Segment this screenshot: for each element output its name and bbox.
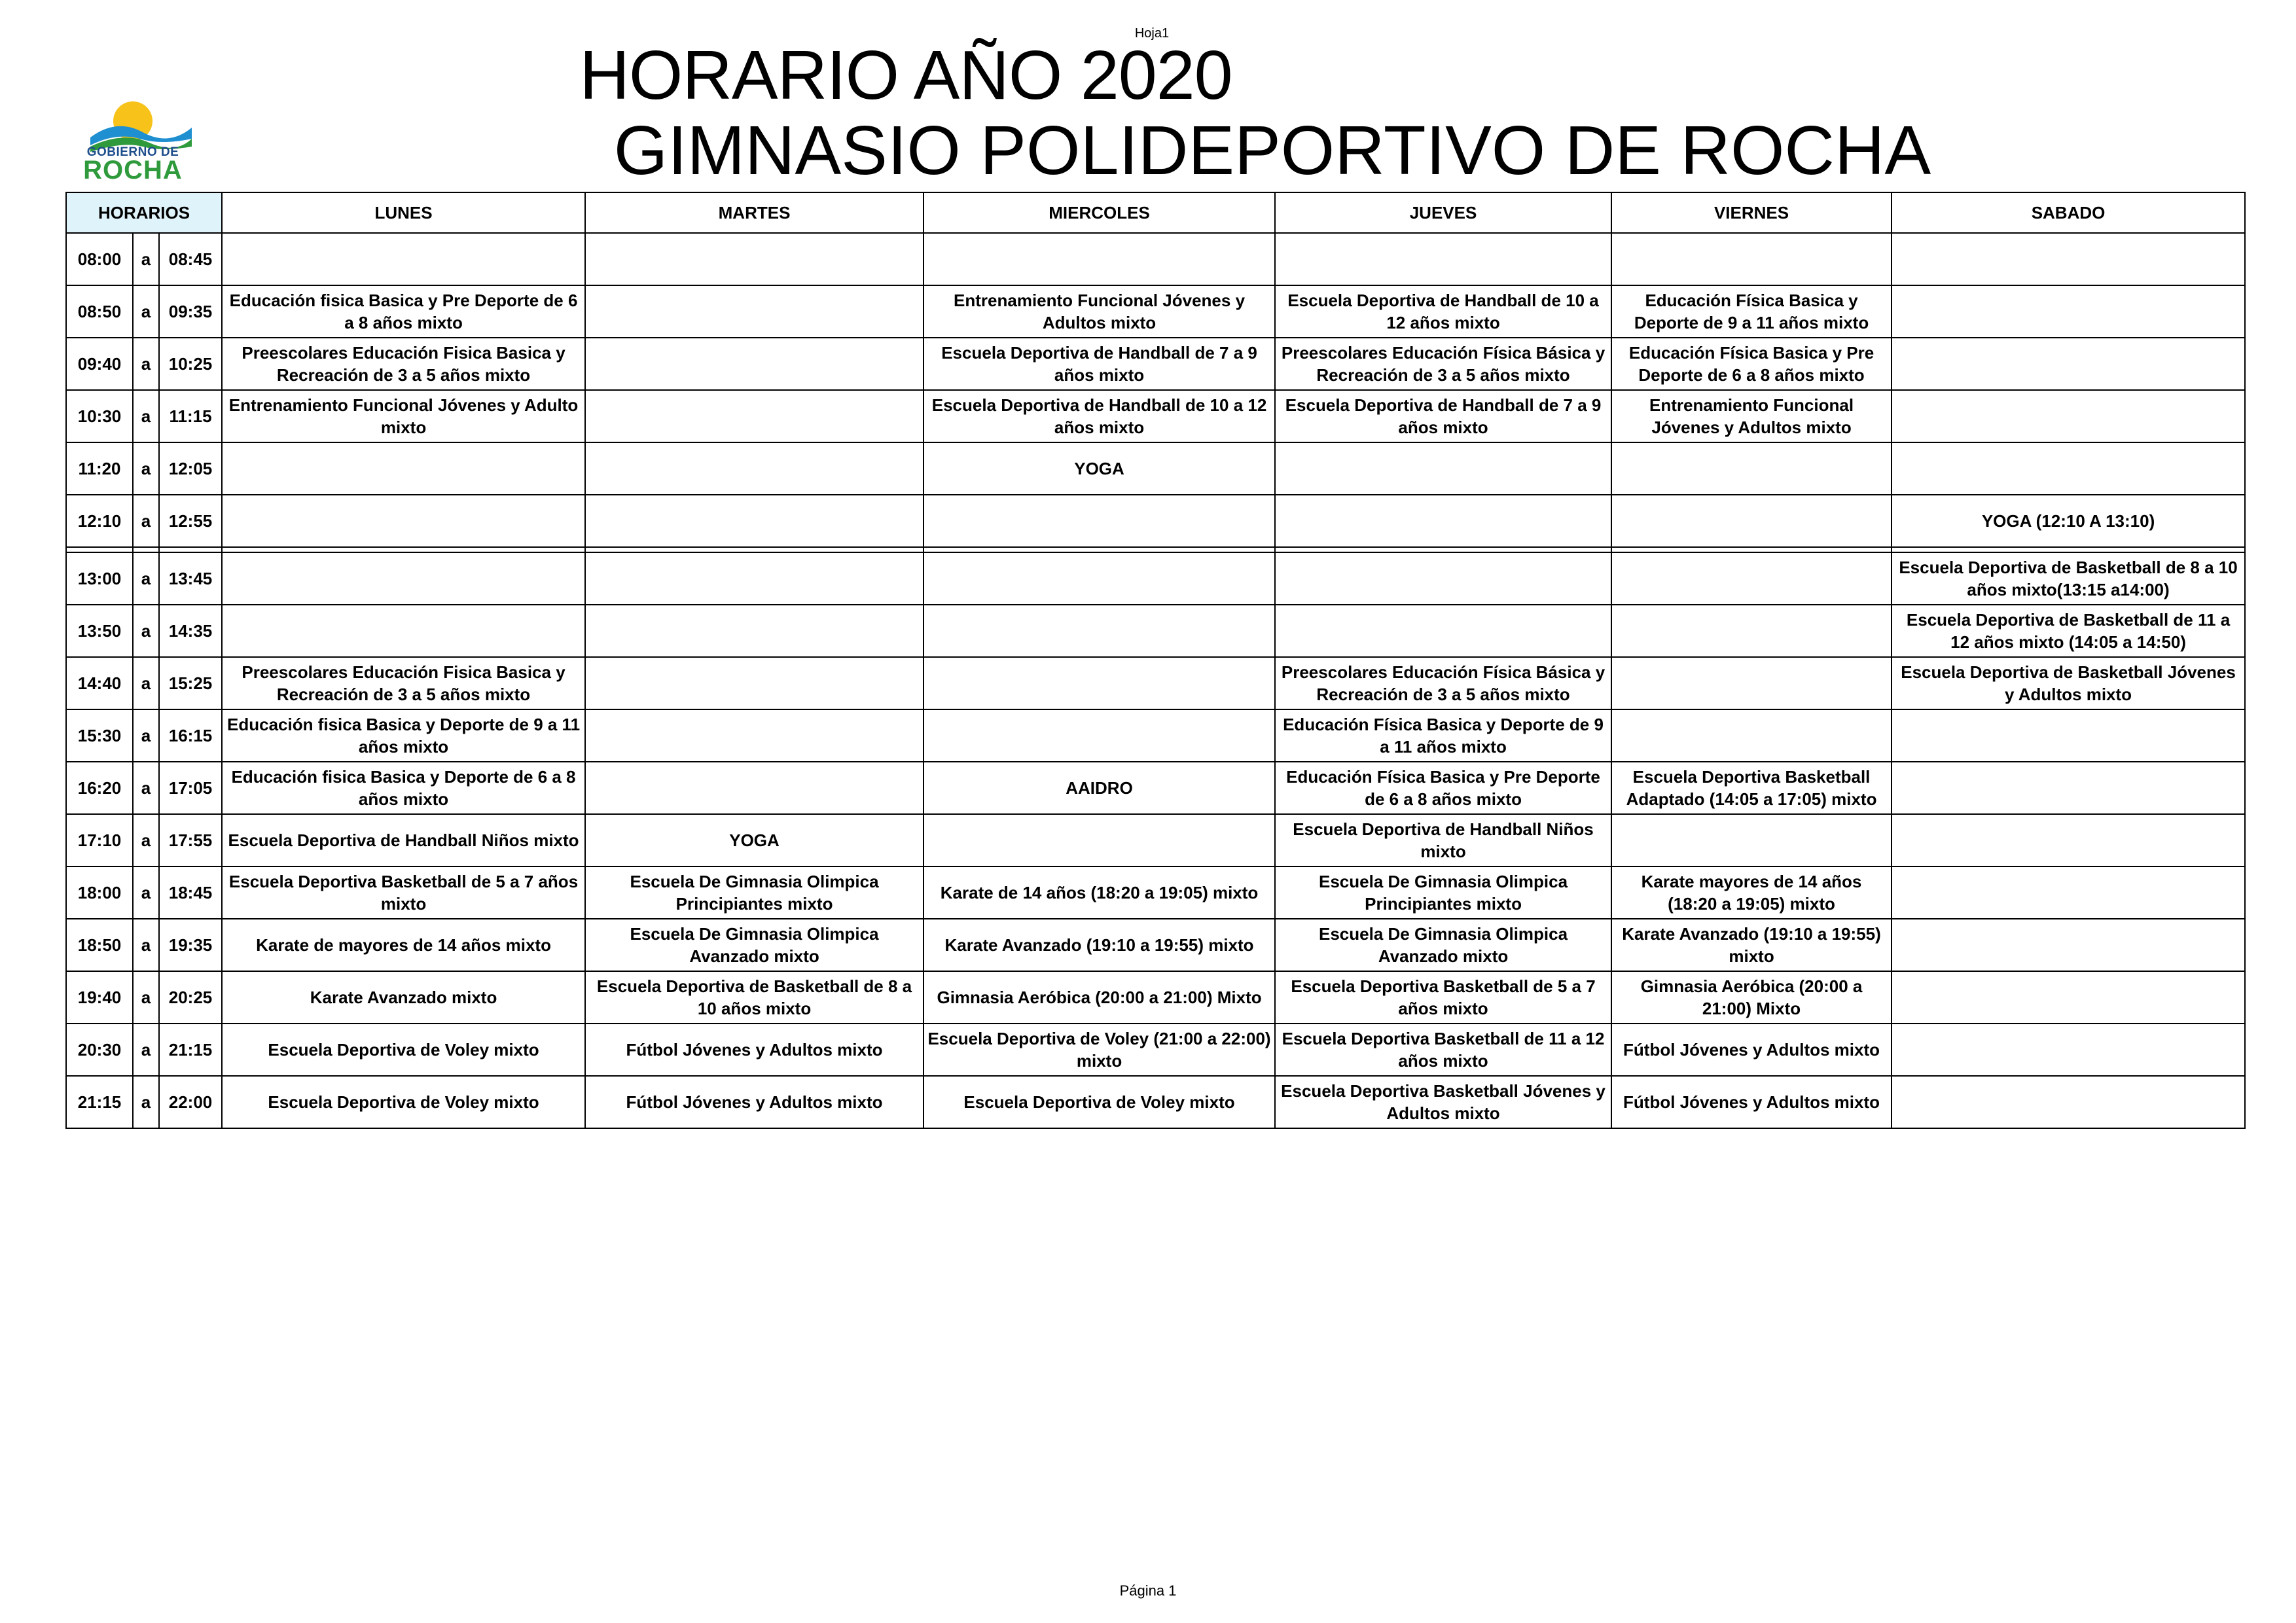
activity-cell-jueves [1275,233,1611,285]
activity-cell-viernes [1611,233,1892,285]
activity-cell-miercoles: AAIDRO [924,762,1275,814]
activity-cell-martes [585,657,924,709]
table-row [66,442,2245,495]
table-header-row [66,192,2245,233]
time-end: 10:25 [159,338,222,390]
time-start: 08:00 [66,233,133,285]
time-separator: a [133,762,159,814]
horarios-header: HORARIOS [66,192,222,233]
activity-cell-sabado [1892,1076,2245,1128]
sheet-name: Hoja1 [1134,26,1170,41]
activity-cell-jueves: Educación Física Basica y Deporte de 9 a 11 años mixto [1275,709,1611,762]
time-end: 12:05 [159,442,222,495]
time-start: 20:30 [66,1024,133,1076]
time-end: 20:25 [159,971,222,1024]
activity-cell-lunes [222,233,585,285]
activity-cell-sabado [1892,1024,2245,1076]
activity-cell-viernes: Karate Avanzado (19:10 a 19:55) mixto [1611,919,1892,971]
activity-cell-martes [585,285,924,338]
spacer-cell [924,547,1275,552]
time-separator: a [133,971,159,1024]
time-start: 14:40 [66,657,133,709]
activity-cell-martes: Escuela Deportiva de Basketball de 8 a 10 años mixto [585,971,924,1024]
activity-cell-lunes: Educación fisica Basica y Deporte de 9 a 11 años mixto [222,709,585,762]
activity-cell-viernes: Entrenamiento Funcional Jóvenes y Adultos mixto [1611,390,1892,442]
activity-cell-jueves: Preescolares Educación Física Básica y Recreación de 3 a 5 años mixto [1275,657,1611,709]
activity-cell-lunes: Karate Avanzado mixto [222,971,585,1024]
time-start: 17:10 [66,814,133,866]
activity-cell-viernes: Karate mayores de 14 años (18:20 a 19:05) mixto [1611,866,1892,919]
activity-cell-sabado [1892,390,2245,442]
time-separator: a [133,233,159,285]
table-row [66,657,2245,709]
activity-cell-martes [585,495,924,547]
activity-cell-miercoles: Karate Avanzado (19:10 a 19:55) mixto [924,919,1275,971]
day-header-martes: MARTES [585,192,924,233]
spacer-cell [1892,547,2245,552]
time-end: 17:05 [159,762,222,814]
activity-cell-jueves: Escuela Deportiva Basketball Jóvenes y Adultos mixto [1275,1076,1611,1128]
activity-cell-jueves: Preescolares Educación Física Básica y Recreación de 3 a 5 años mixto [1275,338,1611,390]
activity-cell-sabado [1892,866,2245,919]
activity-cell-miercoles: Karate de 14 años (18:20 a 19:05) mixto [924,866,1275,919]
activity-cell-viernes [1611,552,1892,605]
activity-cell-miercoles [924,657,1275,709]
activity-cell-jueves: Escuela De Gimnasia Olimpica Principiantes mixto [1275,866,1611,919]
day-header-miercoles: MIERCOLES [924,192,1275,233]
time-end: 14:35 [159,605,222,657]
time-start: 16:20 [66,762,133,814]
activity-cell-miercoles: Gimnasia Aeróbica (20:00 a 21:00) Mixto [924,971,1275,1024]
activity-cell-lunes: Educación fisica Basica y Deporte de 6 a 8 años mixto [222,762,585,814]
time-start: 13:00 [66,552,133,605]
day-header-jueves: JUEVES [1275,192,1611,233]
spacer-cell [133,547,159,552]
activity-cell-martes: Escuela De Gimnasia Olimpica Principiantes mixto [585,866,924,919]
time-separator: a [133,338,159,390]
activity-cell-viernes [1611,657,1892,709]
table-row [66,1024,2245,1076]
day-header-lunes: LUNES [222,192,585,233]
time-start: 08:50 [66,285,133,338]
time-end: 12:55 [159,495,222,547]
activity-cell-lunes: Escuela Deportiva de Voley mixto [222,1024,585,1076]
activity-cell-jueves: Escuela Deportiva Basketball de 5 a 7 años mixto [1275,971,1611,1024]
activity-cell-martes [585,233,924,285]
activity-cell-jueves: Escuela Deportiva de Handball de 7 a 9 años mixto [1275,390,1611,442]
activity-cell-martes [585,338,924,390]
table-row [66,495,2245,547]
time-end: 16:15 [159,709,222,762]
page-footer: Página 1 [1119,1582,1177,1599]
time-end: 11:15 [159,390,222,442]
page-title: HORARIO AÑO 2020 [579,37,1232,114]
activity-cell-lunes: Karate de mayores de 14 años mixto [222,919,585,971]
table-row [66,605,2245,657]
logo-text-rocha: ROCHA [83,156,183,185]
activity-cell-lunes [222,442,585,495]
activity-cell-lunes: Preescolares Educación Fisica Basica y Recreación de 3 a 5 años mixto [222,338,585,390]
activity-cell-lunes: Preescolares Educación Fisica Basica y Recreación de 3 a 5 años mixto [222,657,585,709]
time-separator: a [133,866,159,919]
activity-cell-viernes: Educación Física Basica y Deporte de 9 a 11 años mixto [1611,285,1892,338]
time-end: 22:00 [159,1076,222,1128]
spacer-cell [222,547,585,552]
activity-cell-martes: YOGA [585,814,924,866]
activity-cell-jueves: Escuela Deportiva de Handball de 10 a 12 años mixto [1275,285,1611,338]
activity-cell-viernes: Escuela Deportiva Basketball Adaptado (14:05 a 17:05) mixto [1611,762,1892,814]
activity-cell-sabado [1892,285,2245,338]
activity-cell-miercoles: Escuela Deportiva de Handball de 7 a 9 años mixto [924,338,1275,390]
table-row [66,285,2245,338]
table-row [66,762,2245,814]
activity-cell-sabado [1892,971,2245,1024]
time-separator: a [133,390,159,442]
activity-cell-viernes [1611,495,1892,547]
activity-cell-lunes: Escuela Deportiva de Voley mixto [222,1076,585,1128]
activity-cell-viernes [1611,709,1892,762]
activity-cell-jueves [1275,552,1611,605]
activity-cell-miercoles: Escuela Deportiva de Voley mixto [924,1076,1275,1128]
activity-cell-martes [585,390,924,442]
time-start: 13:50 [66,605,133,657]
table-row [66,552,2245,605]
table-row [66,233,2245,285]
time-start: 18:50 [66,919,133,971]
activity-cell-jueves: Escuela Deportiva de Handball Niños mixto [1275,814,1611,866]
activity-cell-martes: Escuela De Gimnasia Olimpica Avanzado mixto [585,919,924,971]
activity-cell-viernes [1611,442,1892,495]
activity-cell-miercoles: YOGA [924,442,1275,495]
activity-cell-martes [585,552,924,605]
activity-cell-sabado: YOGA (12:10 A 13:10) [1892,495,2245,547]
spacer-cell [66,547,133,552]
time-end: 19:35 [159,919,222,971]
day-header-viernes: VIERNES [1611,192,1892,233]
activity-cell-sabado [1892,442,2245,495]
spacer-cell [585,547,924,552]
activity-cell-viernes: Fútbol Jóvenes y Adultos mixto [1611,1076,1892,1128]
activity-cell-jueves [1275,605,1611,657]
activity-cell-martes: Fútbol Jóvenes y Adultos mixto [585,1076,924,1128]
time-separator: a [133,442,159,495]
time-start: 10:30 [66,390,133,442]
activity-cell-sabado: Escuela Deportiva de Basketball Jóvenes y Adultos mixto [1892,657,2245,709]
time-start: 11:20 [66,442,133,495]
activity-cell-martes [585,442,924,495]
table-row [66,866,2245,919]
activity-cell-sabado: Escuela Deportiva de Basketball de 11 a 12 años mixto (14:05 a 14:50) [1892,605,2245,657]
time-start: 12:10 [66,495,133,547]
time-end: 17:55 [159,814,222,866]
activity-cell-martes: Fútbol Jóvenes y Adultos mixto [585,1024,924,1076]
time-separator: a [133,495,159,547]
activity-cell-jueves: Educación Física Basica y Pre Deporte de 6 a 8 años mixto [1275,762,1611,814]
activity-cell-lunes: Escuela Deportiva Basketball de 5 a 7 años mixto [222,866,585,919]
time-separator: a [133,285,159,338]
time-separator: a [133,919,159,971]
activity-cell-lunes: Escuela Deportiva de Handball Niños mixto [222,814,585,866]
activity-cell-miercoles: Entrenamiento Funcional Jóvenes y Adultos mixto [924,285,1275,338]
table-row [66,919,2245,971]
time-end: 08:45 [159,233,222,285]
activity-cell-martes [585,709,924,762]
table-row [66,1076,2245,1128]
activity-cell-miercoles: Escuela Deportiva de Handball de 10 a 12 años mixto [924,390,1275,442]
activity-cell-sabado: Escuela Deportiva de Basketball de 8 a 10 años mixto(13:15 a14:00) [1892,552,2245,605]
activity-cell-sabado [1892,338,2245,390]
activity-cell-jueves: Escuela Deportiva Basketball de 11 a 12 años mixto [1275,1024,1611,1076]
time-end: 21:15 [159,1024,222,1076]
activity-cell-sabado [1892,814,2245,866]
activity-cell-sabado [1892,709,2245,762]
activity-cell-viernes: Educación Física Basica y Pre Deporte de 6 a 8 años mixto [1611,338,1892,390]
activity-cell-lunes [222,552,585,605]
activity-cell-sabado [1892,233,2245,285]
activity-cell-miercoles [924,709,1275,762]
time-end: 13:45 [159,552,222,605]
table-row [66,390,2245,442]
spacer-cell [159,547,222,552]
activity-cell-lunes: Entrenamiento Funcional Jóvenes y Adulto mixto [222,390,585,442]
time-start: 09:40 [66,338,133,390]
time-separator: a [133,1024,159,1076]
schedule-table [65,192,2246,1129]
table-row [66,814,2245,866]
time-separator: a [133,1076,159,1128]
time-end: 09:35 [159,285,222,338]
table-row [66,709,2245,762]
activity-cell-miercoles [924,552,1275,605]
time-end: 18:45 [159,866,222,919]
time-start: 15:30 [66,709,133,762]
activity-cell-viernes: Fútbol Jóvenes y Adultos mixto [1611,1024,1892,1076]
table-row [66,338,2245,390]
activity-cell-martes [585,762,924,814]
activity-cell-jueves: Escuela De Gimnasia Olimpica Avanzado mixto [1275,919,1611,971]
time-start: 18:00 [66,866,133,919]
activity-cell-lunes [222,605,585,657]
activity-cell-lunes [222,495,585,547]
activity-cell-jueves [1275,495,1611,547]
time-separator: a [133,709,159,762]
day-header-sabado: SABADO [1892,192,2245,233]
logo-text-gobierno: GOBIERNO DE [86,145,179,159]
activity-cell-sabado [1892,762,2245,814]
activity-cell-viernes [1611,605,1892,657]
activity-cell-miercoles [924,233,1275,285]
time-separator: a [133,657,159,709]
time-start: 21:15 [66,1076,133,1128]
time-separator: a [133,814,159,866]
page-subtitle: GIMNASIO POLIDEPORTIVO DE ROCHA [613,112,1931,189]
activity-cell-miercoles [924,605,1275,657]
time-start: 19:40 [66,971,133,1024]
activity-cell-jueves [1275,442,1611,495]
time-separator: a [133,605,159,657]
spacer-cell [1611,547,1892,552]
activity-cell-miercoles: Escuela Deportiva de Voley (21:00 a 22:00) mixto [924,1024,1275,1076]
activity-cell-miercoles [924,814,1275,866]
activity-cell-viernes [1611,814,1892,866]
time-end: 15:25 [159,657,222,709]
time-separator: a [133,552,159,605]
spacer-row [66,547,2245,552]
activity-cell-lunes: Educación fisica Basica y Pre Deporte de 6 a 8 años mixto [222,285,585,338]
activity-cell-miercoles [924,495,1275,547]
table-row [66,971,2245,1024]
activity-cell-viernes: Gimnasia Aeróbica (20:00 a 21:00) Mixto [1611,971,1892,1024]
activity-cell-martes [585,605,924,657]
activity-cell-sabado [1892,919,2245,971]
spacer-cell [1275,547,1611,552]
